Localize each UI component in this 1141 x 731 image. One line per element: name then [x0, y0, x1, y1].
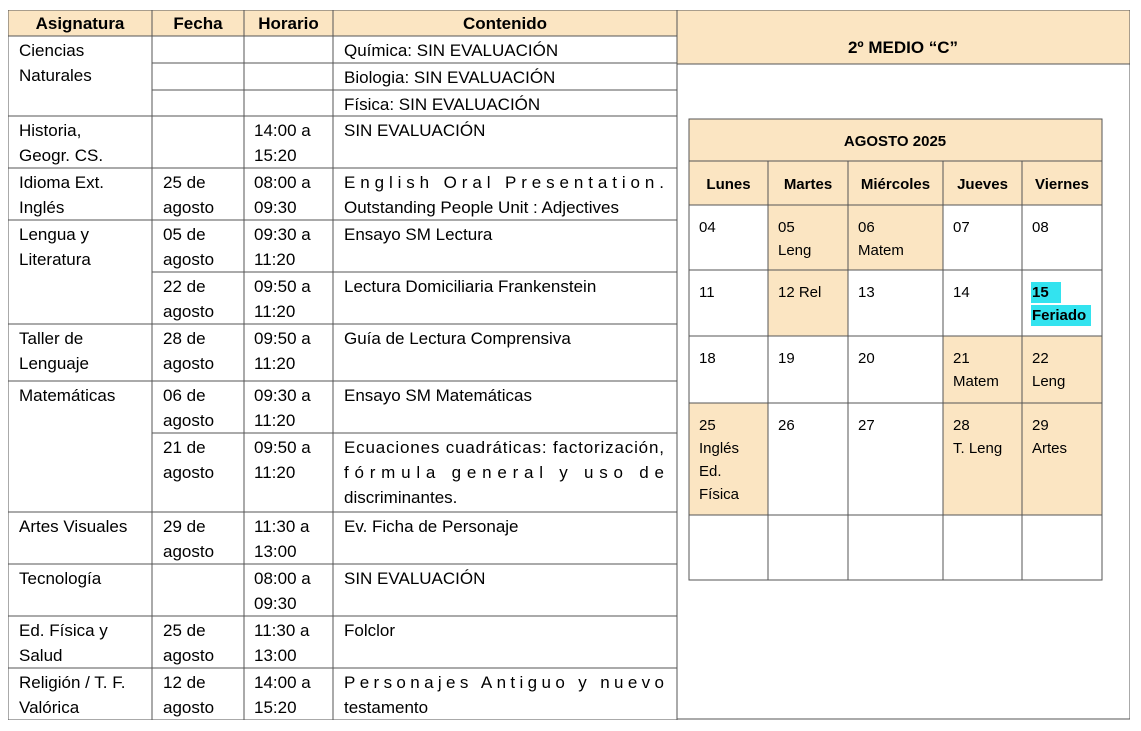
entry-date: 25 de	[163, 621, 206, 640]
column-header-4: Contenido	[462, 14, 548, 33]
calendar-day-cell	[848, 336, 943, 403]
entry-time: 11:30 a	[254, 517, 310, 536]
entry-content: English Oral Presentation.	[344, 173, 664, 192]
calendar-day-cell	[689, 336, 768, 403]
subject-name: Taller de	[19, 329, 84, 348]
column-header-3: Horario	[258, 14, 319, 33]
calendar-day-label: Matem	[858, 242, 904, 259]
entry-time: 08:00 a	[254, 569, 311, 588]
calendar-day-label: 28	[953, 417, 970, 434]
subject-name: Religión / T. F.	[19, 673, 126, 692]
entry-time: 09:30	[254, 594, 297, 613]
entry-content: Física: SIN EVALUACIÓN	[344, 95, 541, 114]
entry-date: agosto	[163, 302, 215, 321]
entry-date: agosto	[163, 646, 215, 665]
entry-date: 05 de	[163, 225, 206, 244]
evaluation-schedule-document	[8, 10, 1130, 720]
calendar-day-cell	[768, 205, 848, 270]
calendar-day-label: 08	[1032, 219, 1049, 236]
calendar-day-label: 04	[699, 219, 716, 236]
subject-name: Matemáticas	[19, 386, 116, 405]
entry-content: testamento	[344, 698, 429, 717]
entry-time: 11:20	[254, 411, 296, 430]
weekday-jueves: Jueves	[957, 176, 1008, 193]
entry-time: 13:00	[254, 646, 297, 665]
entry-content: Biologia: SIN EVALUACIÓN	[344, 68, 556, 87]
entry-date: 28 de	[163, 329, 206, 348]
entry-content: Lectura Domiciliaria Frankenstein	[344, 277, 597, 296]
subject-name: Idioma Ext.	[19, 173, 105, 192]
weekday-miércoles: Miércoles	[860, 176, 931, 193]
entry-content: Outstanding People Unit : Adjectives	[344, 198, 619, 217]
calendar-day-label: Leng	[1032, 373, 1066, 390]
class-title: 2º MEDIO “C”	[847, 38, 959, 57]
entry-time: 15:20	[254, 146, 297, 165]
entry-time: 11:20	[254, 250, 296, 269]
entry-content: Ev. Ficha de Personaje	[344, 517, 519, 536]
entry-content: discriminantes.	[344, 488, 458, 507]
entry-date: agosto	[163, 542, 215, 561]
entry-time: 11:30 a	[254, 621, 310, 640]
entry-time: 15:20	[254, 698, 297, 717]
entry-time: 11:20	[254, 302, 296, 321]
entry-time: 09:30	[254, 198, 297, 217]
entry-content: Personajes Antiguo y nuevo	[344, 673, 664, 692]
calendar-day-label: 29	[1032, 417, 1049, 434]
calendar-day-label: 22	[1032, 350, 1049, 367]
calendar-day-label: 12 Rel	[778, 284, 822, 301]
calendar-day-label: 19	[778, 350, 795, 367]
entry-time: 09:50 a	[254, 438, 311, 457]
entry-content: SIN EVALUACIÓN	[344, 569, 486, 588]
entry-time: 08:00 a	[254, 173, 311, 192]
subject-name: Salud	[19, 646, 63, 665]
column-header-1: Asignatura	[35, 14, 125, 33]
time-cell	[244, 63, 333, 90]
weekday-lunes: Lunes	[706, 176, 751, 193]
calendar-day-label: 20	[858, 350, 875, 367]
subject-name: Valórica	[19, 698, 80, 717]
entry-date: 21 de	[163, 438, 206, 457]
subject-name: Inglés	[19, 198, 65, 217]
date-cell	[152, 90, 244, 116]
calendar-day-cell	[848, 515, 943, 580]
entry-date: 25 de	[163, 173, 206, 192]
calendar-title: AGOSTO 2025	[843, 133, 947, 150]
subject-name: Ed. Física y	[19, 621, 108, 640]
entry-time: 13:00	[254, 542, 297, 561]
calendar-day-label: 14	[953, 284, 970, 301]
weekday-martes: Martes	[783, 176, 833, 193]
time-cell	[244, 36, 333, 63]
subject-name: Lengua y	[19, 225, 89, 244]
entry-time: 09:50 a	[254, 329, 311, 348]
entry-time: 09:30 a	[254, 386, 311, 405]
subject-name: Tecnología	[19, 569, 102, 588]
calendar-day-label: Ed.	[699, 463, 722, 480]
calendar-day-cell	[689, 515, 768, 580]
date-cell	[152, 63, 244, 90]
calendar-day-cell	[848, 205, 943, 270]
weekday-viernes: Viernes	[1035, 176, 1089, 193]
calendar-day-cell	[689, 205, 768, 270]
calendar-day-cell	[768, 336, 848, 403]
entry-time: 09:50 a	[254, 277, 311, 296]
entry-time: 14:00 a	[254, 121, 311, 140]
schedule-sheet	[8, 10, 1130, 720]
entry-content: Química: SIN EVALUACIÓN	[344, 41, 559, 60]
subject-name: Lenguaje	[19, 354, 89, 373]
calendar-day-label: 18	[699, 350, 716, 367]
calendar-day-label: 11	[699, 284, 715, 301]
calendar-day-label: 26	[778, 417, 795, 434]
calendar-day-label: T. Leng	[953, 440, 1003, 457]
entry-content: Ensayo SM Lectura	[344, 225, 493, 244]
entry-content: Folclor	[344, 621, 396, 640]
entry-date: 22 de	[163, 277, 206, 296]
calendar-day-cell	[943, 205, 1022, 270]
calendar-day-label: Artes	[1032, 440, 1068, 457]
time-cell	[244, 90, 333, 116]
calendar-day-label: 13	[858, 284, 875, 301]
calendar-day-label: Inglés	[699, 440, 740, 457]
entry-content: Ecuaciones cuadráticas: factorización,	[344, 438, 664, 457]
calendar-day-label: 07	[953, 219, 970, 236]
calendar-day-cell	[848, 270, 943, 336]
subject-name: Naturales	[19, 66, 92, 85]
calendar-day-cell	[943, 336, 1022, 403]
calendar-day-cell	[689, 270, 768, 336]
calendar-day-label: Leng	[778, 242, 812, 259]
date-cell	[152, 116, 244, 168]
entry-date: 12 de	[163, 673, 206, 692]
calendar-day-label: 27	[858, 417, 875, 434]
calendar-day-label: Feriado	[1032, 307, 1087, 324]
date-cell	[152, 564, 244, 616]
calendar-day-cell	[768, 270, 848, 336]
entry-date: agosto	[163, 198, 215, 217]
entry-content: SIN EVALUACIÓN	[344, 121, 486, 140]
calendar-day-cell	[768, 515, 848, 580]
column-header-2: Fecha	[173, 14, 223, 33]
entry-date: agosto	[163, 411, 215, 430]
subject-name: Artes Visuales	[19, 517, 128, 536]
calendar-day-label: 15	[1032, 284, 1049, 301]
entry-content: Guía de Lectura Comprensiva	[344, 329, 571, 348]
entry-time: 14:00 a	[254, 673, 311, 692]
subject-name: Ciencias	[19, 41, 85, 60]
entry-date: agosto	[163, 698, 215, 717]
entry-date: agosto	[163, 354, 215, 373]
entry-date: agosto	[163, 463, 215, 482]
calendar-day-label: 25	[699, 417, 716, 434]
calendar-day-label: 21	[953, 350, 970, 367]
calendar-day-cell	[1022, 515, 1102, 580]
calendar-day-cell	[1022, 336, 1102, 403]
calendar-day-cell	[1022, 205, 1102, 270]
entry-time: 11:20	[254, 463, 296, 482]
date-cell	[152, 36, 244, 63]
entry-date: 29 de	[163, 517, 206, 536]
entry-content: fórmula general y uso de	[344, 463, 664, 482]
calendar-day-cell	[943, 270, 1022, 336]
entry-content: Ensayo SM Matemáticas	[344, 386, 533, 405]
entry-time: 11:20	[254, 354, 296, 373]
calendar-day-label: Matem	[953, 373, 999, 390]
subject-name: Literatura	[19, 250, 91, 269]
subject-name: Geogr. CS.	[19, 146, 104, 165]
subject-name: Historia,	[19, 121, 82, 140]
calendar-day-label: 05	[778, 219, 795, 236]
entry-date: agosto	[163, 250, 215, 269]
calendar-day-label: Física	[699, 486, 740, 503]
entry-time: 09:30 a	[254, 225, 311, 244]
entry-date: 06 de	[163, 386, 206, 405]
calendar-day-label: 06	[858, 219, 875, 236]
calendar-day-cell	[943, 515, 1022, 580]
